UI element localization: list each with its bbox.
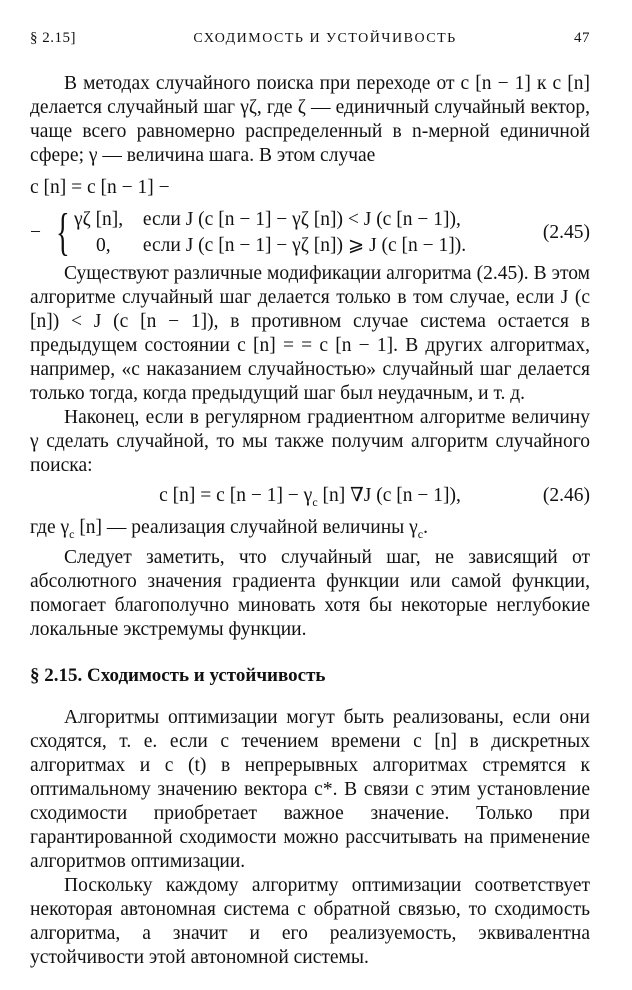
- running-header: [30, 30, 590, 54]
- equation-2-45-cases: [30, 204, 590, 262]
- equation-2-45-line1: [30, 176, 590, 202]
- section-heading: § 2.15. Сходимость и устойчивость: [30, 664, 326, 686]
- header-section-ref: § 2.15]: [30, 30, 76, 46]
- equation-2-46-formula: c [n] = c [n − 1] − γ: [159, 485, 313, 506]
- equation-case-rows: [74, 207, 466, 259]
- paragraph-7: Поскольку каждому алгоритму оптимизации соответствует некоторая автономная система с обратной связью, то сходимость алгоритма, а значит и его реализуемость, эквивалентна устойчивости этой автономной системы.: [30, 874, 590, 968]
- header-page-number: 47: [574, 30, 590, 46]
- para4-text-a: где γ: [30, 517, 70, 538]
- left-brace-symbol: {: [56, 204, 70, 261]
- case-2-value: 0,: [96, 235, 111, 256]
- paragraph-5: Следует заметить, что случайный шаг, не зависящий от абсолютного значения градиента функции или самой функции, помогает благополучно миновать хотя бы некоторые неглубокие локальные экстремумы функции.: [30, 546, 590, 640]
- book-page: [30, 30, 590, 970]
- equation-2-46: [30, 482, 590, 510]
- paragraph-2: Существуют различные модификации алгоритма (2.45). В этом алгоритме случайный шаг делается только в том случае, если J (c [n]) < J (c [n − 1]), в противном случае система остается в предыдущем состоянии c [n] = = c [n − 1]. В других алгоритмах, например, «с наказанием случайностью» случайный шаг делается только тогда, когда предыдущий шаг был неудачным, и т. д.: [30, 263, 590, 404]
- equation-case-1: [74, 207, 466, 233]
- para4-subscript-2: c: [417, 526, 424, 541]
- paragraph-1: В методах случайного поиска при переходе от c [n − 1] к c [n] делается случайный шаг γζ, где ζ — единичный случайный вектор, чаще всего равномерно распределенный в n-мерной единичной сфере; γ — величина шага. В этом случае: [30, 73, 590, 166]
- case-1-condition: если J (c [n − 1] − γζ [n]) < J (c [n − 1]),: [142, 209, 461, 230]
- equation-case-2: [74, 233, 466, 259]
- equation-minus-sign: −: [30, 222, 41, 243]
- para4-text-c: .: [423, 517, 428, 538]
- para4-text-b: [n] — реализация случайной величины γ: [74, 517, 418, 538]
- page-body: [30, 72, 590, 970]
- para4-subscript-1: c: [69, 526, 75, 541]
- paragraph-4: [30, 516, 590, 546]
- case-1-value: γζ [n],: [74, 209, 124, 230]
- paragraph-6: Алгоритмы оптимизации могут быть реализованы, если они сходятся, т. е. если с течением времени c [n] в дискретных алгоритмах и c (t) в непрерывных алгоритмах стремятся к оптимальному значению вектора c*. В связи с этим установление сходимости приобретает важное значение. Только при гарантированной сходимости можно рассчитывать на применение алгоритмов оптимизации.: [30, 706, 590, 872]
- paragraph-3: Наконец, если в регулярном градиентном алгоритме величину γ сделать случайной, то мы также получим алгоритм случайного поиска:: [30, 407, 590, 476]
- equation-number-2-46: (2.46): [542, 485, 590, 506]
- equation-2-46-formula-rest: [n] ∇J (c [n − 1]),: [317, 485, 461, 506]
- header-running-title: СХОДИМОСТЬ И УСТОЙЧИВОСТЬ: [193, 31, 457, 46]
- equation-2-45-lhs: c [n] = c [n − 1] −: [30, 177, 170, 198]
- equation-2-46-subscript: c: [312, 494, 318, 509]
- case-2-condition: если J (c [n − 1] − γζ [n]) ⩾ J (c [n − 1]).: [142, 235, 467, 256]
- equation-number-2-45: (2.45): [542, 222, 590, 243]
